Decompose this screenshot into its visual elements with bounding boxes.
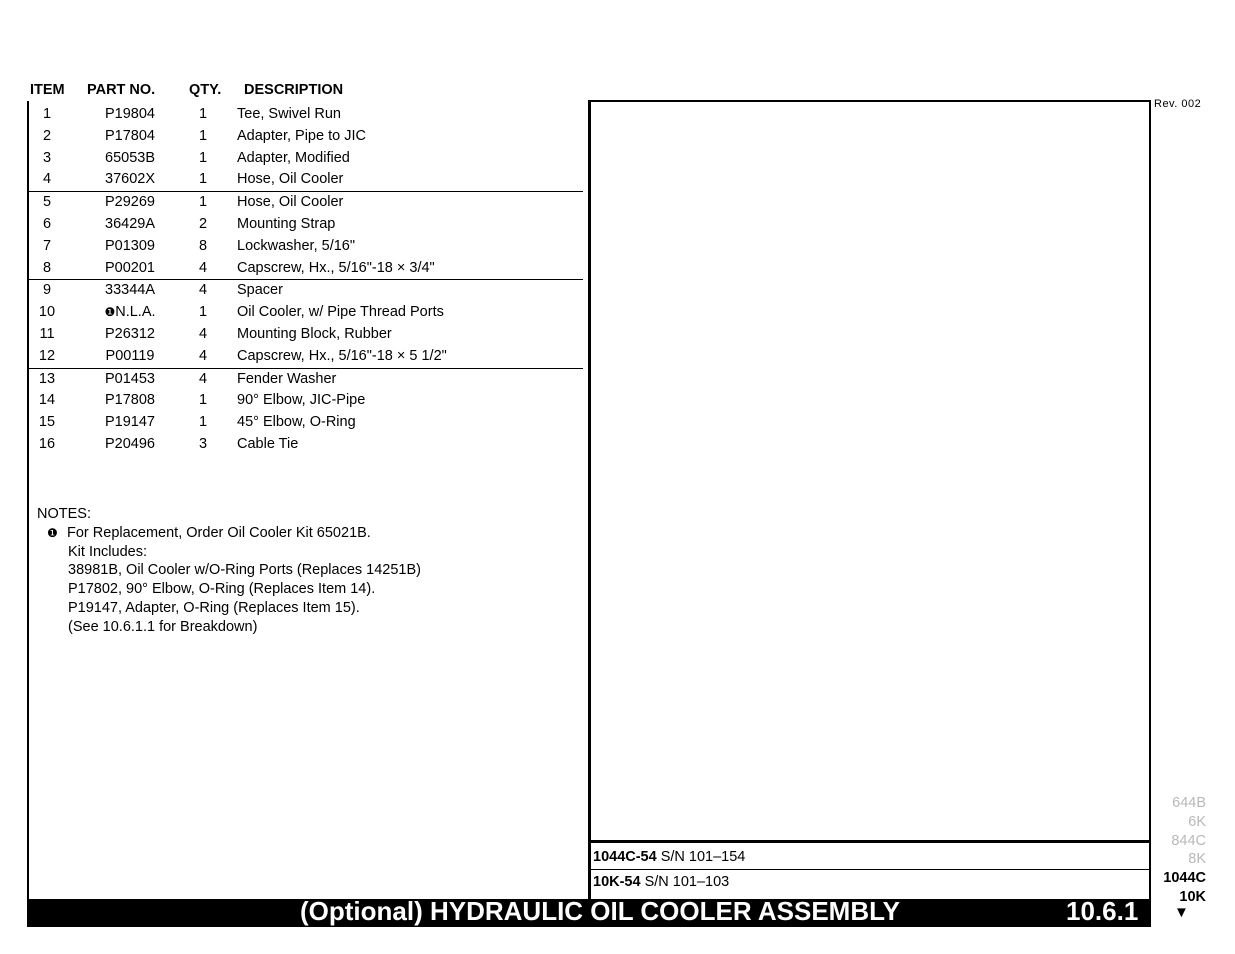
notes-section: [37, 505, 421, 637]
part-number: P20496: [105, 435, 155, 452]
quantity: 4: [198, 282, 208, 299]
table-row: [28, 214, 583, 236]
quantity: 3: [198, 435, 208, 452]
parts-table: [28, 104, 583, 456]
serial-model: 1044C-54: [593, 849, 657, 865]
description: Spacer: [237, 282, 283, 299]
table-row: [28, 390, 583, 412]
item-number: 3: [42, 149, 52, 166]
next-page-arrow-icon[interactable]: ▼: [1174, 904, 1189, 921]
header-description: DESCRIPTION: [244, 82, 344, 98]
description: Lockwasher, 5/16": [237, 237, 355, 254]
item-number: 11: [39, 325, 55, 342]
model-844c[interactable]: 844C: [1171, 832, 1206, 849]
illustration-frame: [588, 100, 1151, 899]
description: 90° Elbow, JIC-Pipe: [237, 392, 366, 409]
header-item: ITEM: [30, 82, 65, 98]
quantity: 4: [198, 347, 208, 364]
serial-model: 10K-54: [593, 874, 641, 890]
note-line: P19147, Adapter, O-Ring (Replaces Item 15).: [68, 599, 360, 616]
description: Capscrew, Hx., 5/16"-18 × 3/4": [237, 259, 435, 276]
part-number-text: N.L.A.: [115, 304, 156, 321]
note-marker-icon: ❶: [104, 305, 116, 320]
description: Mounting Block, Rubber: [237, 325, 392, 342]
part-number: P01453: [105, 370, 155, 387]
item-number: 6: [42, 215, 52, 232]
quantity: 1: [198, 392, 208, 409]
table-row: [28, 126, 583, 148]
item-number: 12: [38, 347, 56, 364]
serial-range-2: [593, 874, 729, 890]
table-row: [28, 434, 583, 456]
part-number: P17808: [105, 392, 155, 409]
item-number: 16: [38, 435, 56, 452]
item-number: 2: [42, 127, 52, 144]
part-number: 33344A: [105, 282, 155, 299]
table-row: [28, 279, 583, 302]
notes-heading: NOTES:: [37, 506, 91, 522]
item-number: 8: [42, 259, 52, 276]
description: 45° Elbow, O-Ring: [237, 414, 356, 431]
serial-divider: [590, 869, 1150, 870]
part-number: P26312: [105, 325, 155, 342]
page-title: (Optional) HYDRAULIC OIL COOLER ASSEMBLY: [300, 896, 900, 926]
model-index: [1140, 794, 1206, 907]
quantity: 1: [198, 304, 208, 321]
item-number: 15: [38, 414, 56, 431]
model-644b[interactable]: 644B: [1172, 795, 1206, 811]
serial-number: S/N 101–154: [660, 849, 746, 865]
quantity: 4: [198, 370, 208, 387]
part-number: 65053B: [105, 149, 155, 166]
item-number: 9: [42, 282, 52, 299]
note-line: Kit Includes:: [68, 543, 147, 560]
table-row: [28, 346, 583, 368]
table-row: [28, 412, 583, 434]
table-row: [28, 148, 583, 170]
part-number: P17804: [105, 127, 155, 144]
quantity: 1: [198, 106, 208, 122]
item-number: 7: [42, 237, 52, 254]
part-number: P00119: [105, 347, 155, 364]
quantity: 1: [198, 171, 208, 188]
quantity: 1: [198, 127, 208, 144]
part-number: 36429A: [105, 215, 155, 232]
table-row: [28, 324, 583, 346]
quantity: 2: [198, 215, 208, 232]
table-row: [28, 258, 583, 280]
table-row: [28, 169, 583, 191]
quantity: 8: [198, 237, 208, 254]
description: Fender Washer: [237, 370, 337, 387]
table-row: [28, 104, 583, 126]
model-10k[interactable]: 10K: [1179, 888, 1206, 905]
note-line: P17802, 90° Elbow, O-Ring (Replaces Item 14).: [68, 581, 376, 598]
section-number: 10.6.1: [1066, 896, 1139, 926]
note-line: (See 10.6.1.1 for Breakdown): [68, 618, 258, 635]
table-row: [28, 236, 583, 258]
item-number: 10: [38, 304, 56, 321]
model-1044c[interactable]: 1044C: [1163, 870, 1206, 887]
model-6k[interactable]: 6K: [1188, 813, 1206, 830]
item-number: 1: [42, 106, 52, 122]
quantity: 1: [198, 149, 208, 166]
header-part-no: PART NO.: [87, 82, 156, 98]
note-line: 38981B, Oil Cooler w/O-Ring Ports (Replaces 14251B): [68, 562, 421, 579]
part-number: P01309: [105, 237, 155, 254]
item-number: 4: [42, 171, 52, 188]
description: Capscrew, Hx., 5/16"-18 × 5 1/2": [237, 347, 447, 364]
description: Adapter, Modified: [237, 149, 350, 166]
serial-number: S/N 101–103: [644, 874, 730, 890]
description: Tee, Swivel Run: [237, 106, 341, 122]
description: Cable Tie: [237, 435, 299, 452]
part-number: P00201: [105, 259, 155, 276]
illustration-divider: [590, 840, 1150, 843]
description: Adapter, Pipe to JIC: [237, 127, 366, 144]
description: Hose, Oil Cooler: [237, 171, 344, 188]
item-number: 13: [38, 370, 56, 387]
note-line: ❶ For Replacement, Order Oil Cooler Kit 65021B.: [37, 524, 421, 543]
part-number: P19147: [105, 414, 155, 431]
quantity: 4: [198, 325, 208, 342]
table-row: [28, 302, 583, 324]
serial-range-1: [593, 849, 745, 865]
header-qty: QTY.: [189, 82, 222, 98]
table-row: [28, 368, 583, 391]
part-number: [90, 302, 170, 324]
table-row: [28, 191, 583, 214]
part-number: P29269: [105, 194, 155, 211]
description: Mounting Strap: [237, 215, 336, 232]
quantity: 1: [198, 194, 208, 211]
revision-label: Rev. 002: [1154, 98, 1202, 110]
description: Oil Cooler, w/ Pipe Thread Ports: [237, 304, 444, 321]
note-marker-icon: ❶: [47, 525, 58, 540]
part-number: 37602X: [105, 171, 155, 188]
item-number: 5: [42, 194, 52, 211]
description: Hose, Oil Cooler: [237, 194, 344, 211]
item-number: 14: [38, 392, 56, 409]
quantity: 1: [198, 414, 208, 431]
model-8k[interactable]: 8K: [1188, 851, 1206, 868]
part-number: P19804: [105, 106, 155, 122]
quantity: 4: [198, 259, 208, 276]
